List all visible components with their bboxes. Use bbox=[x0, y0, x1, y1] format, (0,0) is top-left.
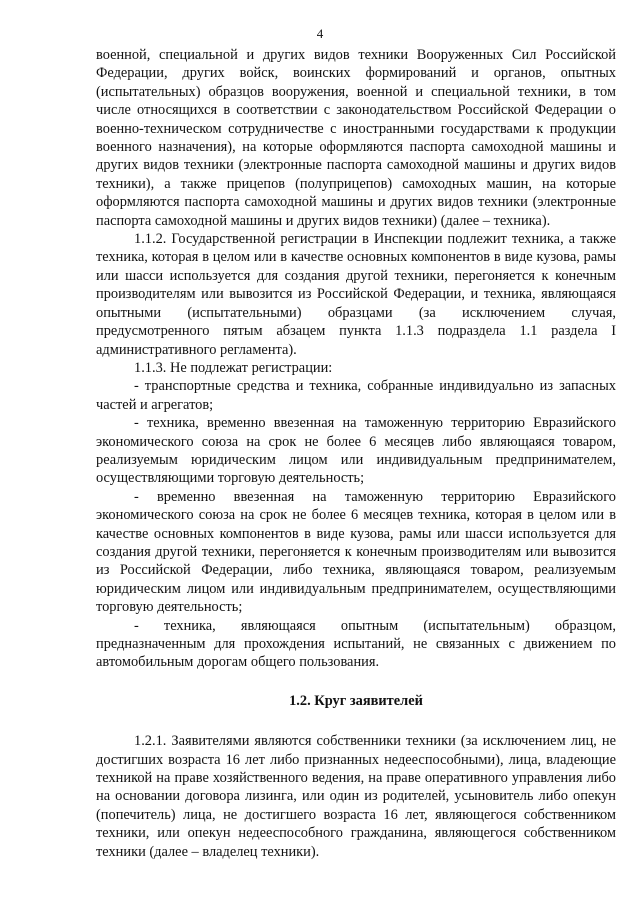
list-item-temporary-import-components: - временно ввезенная на таможенную территорию Евразийского экономического союза на срок не более 6 месяцев техника, которая в целом или в качестве основных компонентов в виде кузова, рамы или шасси используется для создания другой техники, перегоняется к конечным производителям или вывозится из Российской Федерации, либо техника, являющаяся товаром, реализуемым юридическим лицом или индивидуальным предпринимателем, осуществляющими торговую деятельность; bbox=[96, 488, 616, 616]
paragraph-1-1-2: 1.1.2. Государственной регистрации в Инспекции подлежит техника, а также техника, которая в целом или в качестве основных компонентов в виде кузова, рамы или шасси используется для создания другой техники, перегоняется к конечным производителям или вывозится из Российской Федерации, и техника, являющаяся опытными (испытательными) образцами (за исключением случая, предусмотренного пятым абзацем пункта 1.1.3 подраздела 1.1 раздела I административного регламента). bbox=[96, 231, 616, 358]
page-number: 4 bbox=[316, 26, 324, 41]
section-heading: 1.2. Круг заявителей bbox=[289, 692, 423, 709]
list-item-assembled-vehicles: - транспортные средства и техника, собранные индивидуально из запасных частей и агрегатов; bbox=[96, 378, 616, 413]
paragraph-1-1-3: 1.1.3. Не подлежат регистрации: bbox=[134, 359, 333, 376]
paragraph-1-2-1: 1.2.1. Заявителями являются собственники техники (за исключением лиц, не достигших возраста 16 лет либо признанных недееспособными), лица, владеющие техникой на праве хозяйственного ведения, на праве оперативного управления либо на основании договора лизинга, или один из родителей, усыновитель либо опекун (попечитель) лица, не достигшего возраста 16 лет, являющегося собственником техники, или опекун недееспособного гражданина, являющегося собственником техники (далее – владелец техники). bbox=[96, 733, 616, 860]
list-item-temporary-import: - техника, временно ввезенная на таможенную территорию Евразийского экономического союза на срок не более 6 месяцев либо являющаяся товаром, реализуемым юридическим лицом или индивидуальным предпринимателем, осуществляющими торговую деятельность; bbox=[96, 415, 616, 487]
paragraph-continuation: военной, специальной и других видов техники Вооруженных Сил Российской Федерации, других войск, воинских формирований и органов, опытных (испытательных) образцов вооружения, военной и специальной техники, в том числе относящихся в соответствии с законодательством Российской Федерации о военно-техническом сотрудничестве с иностранными государствами к продукции военного назначения), на которые оформляются паспорта самоходной машины и других видов техники (электронные паспорта самоходной машины и других видов техники), а также прицепов (полуприцепов) самоходных машин, на которые оформляются паспорта самоходной машины и других видов техники (электронные паспорта самоходной машины и других видов техники) (далее – техника). bbox=[96, 47, 616, 229]
document-body bbox=[96, 46, 616, 861]
list-item-prototype: - техника, являющаяся опытным (испытательным) образцом, предназначенным для прохождения испытаний, не связанных с движением по автомобильным дорогам общего пользования. bbox=[96, 617, 616, 671]
